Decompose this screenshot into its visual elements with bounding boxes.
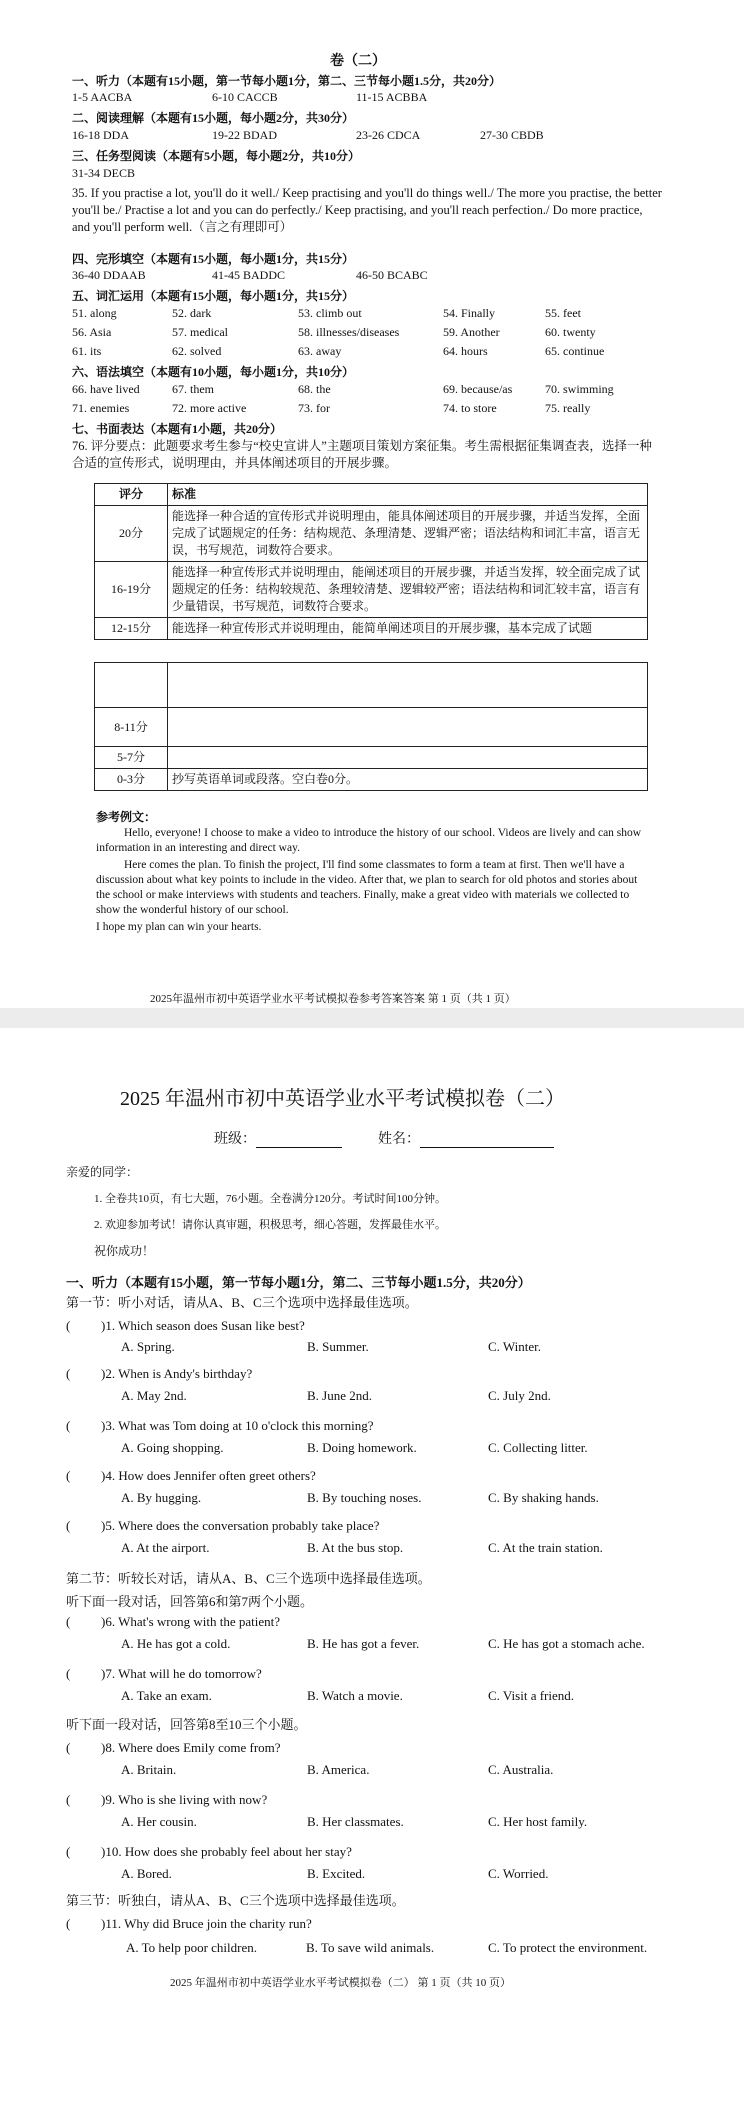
question-3: )3. What was Tom doing at 10 o'clock this morning? [101, 1418, 374, 1433]
answer-paren[interactable]: ( [66, 1318, 71, 1333]
question-2: )2. When is Andy's birthday? [101, 1366, 253, 1381]
key-s4-head: 四、完形填空（本题有15小题，每小题1分，共15分） [72, 252, 355, 266]
key-s5-head: 五、词汇运用（本题有15小题，每小题1分，共15分） [72, 289, 355, 303]
key-s4-ans-1: 36-40 DDAAB [72, 268, 146, 282]
option-b[interactable]: B. June 2nd. [307, 1388, 372, 1403]
question-8: )8. Where does Emily come from? [101, 1740, 281, 1755]
answer-paren[interactable]: ( [66, 1792, 71, 1807]
key-s5-cell: 62. solved [172, 344, 222, 358]
option-c[interactable]: C. By shaking hands. [488, 1490, 599, 1505]
option-c[interactable]: C. Winter. [488, 1339, 542, 1354]
class-field [214, 1128, 342, 1148]
table-row [95, 484, 648, 506]
section-1-instr: 第一节：听小对话，请从A、B、C三个选项中选择最佳选项。 [66, 1295, 418, 1310]
option-c[interactable]: C. Worried. [488, 1866, 549, 1881]
key-s3-ans: 31-34 DECB [72, 166, 135, 180]
option-b[interactable]: B. At the bus stop. [307, 1540, 404, 1555]
option-c[interactable]: C. July 2nd. [488, 1388, 551, 1403]
option-a[interactable]: A. Britain. [121, 1762, 177, 1777]
key-s6-cell: 69. because/as [443, 382, 513, 396]
question-6: )6. What's wrong with the patient? [101, 1614, 281, 1629]
wish: 祝你成功！ [94, 1244, 155, 1258]
sample-title: 参考例文： [96, 810, 157, 824]
option-b[interactable]: B. Her classmates. [307, 1814, 404, 1829]
key-s5-cell: 61. its [72, 344, 102, 358]
page-gap [0, 1008, 744, 1028]
exam-title: 2025 年温州市初中英语学业水平考试模拟卷（二） [120, 1088, 565, 1110]
note-1: 1. 全卷共10页，有七大题，76小题。全卷满分120分。考试时间100分钟。 [94, 1193, 446, 1205]
question-4: )4. How does Jennifer often greet others? [101, 1468, 316, 1483]
key-s2-head: 二、阅读理解（本题有15小题，每小题2分，共30分） [72, 111, 355, 125]
answer-paren[interactable]: ( [66, 1844, 71, 1859]
key-s4-ans-3: 46-50 BCABC [356, 268, 428, 282]
table-row [95, 769, 648, 791]
option-a[interactable]: A. Her cousin. [121, 1814, 197, 1829]
option-a[interactable]: A. Going shopping. [121, 1440, 224, 1455]
table-cell-criteria: 能选择一种宣传形式并说明理由，能阐述项目的开展步骤，并适当发挥，较全面完成了试题规定的任务：结构较规范、条理较清楚、逻辑较严密；语法结构和词汇较丰富，语言有少量错误，书写规范，词数符合要求。 [168, 562, 648, 618]
section-3-instr: 第三节：听独白，请从A、B、C三个选项中选择最佳选项。 [66, 1893, 405, 1908]
answer-paren[interactable]: ( [66, 1468, 71, 1483]
answer-paren[interactable]: ( [66, 1740, 71, 1755]
key-s6-cell: 74. to store [443, 401, 497, 415]
key-s6-cell: 70. swimming [545, 382, 614, 396]
answer-paren[interactable]: ( [66, 1518, 71, 1533]
sample-paragraph-2: Here comes the plan. To finish the project, I'll find some classmates to form a team at first. Then we'll have a discussion about what key points to include in the video. After that, we plan to search for old photos and stories about the school or make interviews with students and teachers. Finally, make a great video with materials we collected to show the wonderful history of our school. [96, 859, 638, 916]
name-field [378, 1128, 554, 1148]
key-s2-ans-4: 27-30 CBDB [480, 128, 544, 142]
key-s6-head: 六、语法填空（本题有10小题，每小题1分，共10分） [72, 365, 355, 379]
key-s4-ans-2: 41-45 BADDC [212, 268, 286, 282]
exam-footer: 2025 年温州市初中英语学业水平考试模拟卷（二） 第 1 页（共 10 页） [170, 1977, 511, 1989]
key-s2-ans-1: 16-18 DDA [72, 128, 129, 142]
table-cell-criteria: 能选择一种宣传形式并说明理由，能简单阐述项目的开展步骤，基本完成了试题 [168, 618, 648, 640]
option-a[interactable]: A. To help poor children. [126, 1940, 257, 1955]
answer-paren[interactable]: ( [66, 1614, 71, 1629]
table-row [95, 708, 648, 747]
key-s1-head: 一、听力（本题有15小题，第一节每小题1分，第二、三节每小题1.5分，共20分） [72, 74, 502, 88]
key-s2-ans-3: 23-26 CDCA [356, 128, 421, 142]
note-2: 2. 欢迎参加考试！请你认真审题，积极思考，细心答题，发挥最佳水平。 [94, 1219, 446, 1231]
option-b[interactable]: B. By touching noses. [307, 1490, 422, 1505]
question-5: )5. Where does the conversation probably take place? [101, 1518, 380, 1533]
key-s5-cell: 63. away [298, 344, 342, 358]
key-s5-cell: 56. Asia [72, 325, 112, 339]
greeting: 亲爱的同学： [66, 1165, 139, 1179]
table-row [95, 747, 648, 769]
table-row [95, 663, 648, 708]
option-b[interactable]: B. Doing homework. [307, 1440, 417, 1455]
name-blank[interactable] [420, 1133, 554, 1148]
question-1: )1. Which season does Susan like best? [101, 1318, 305, 1333]
table-head-criteria: 标准 [168, 484, 648, 506]
key-title: 卷（二） [330, 54, 386, 69]
option-c[interactable]: C. Australia. [488, 1762, 554, 1777]
key-s6-cell: 67. them [172, 382, 214, 396]
section-2-instr: 第二节：听较长对话，请从A、B、C三个选项中选择最佳选项。 [66, 1571, 431, 1586]
key-s6-cell: 71. enemies [72, 401, 130, 415]
key-s5-cell: 51. along [72, 306, 117, 320]
class-label: 班级： [214, 1132, 256, 1147]
option-c[interactable]: C. At the train station. [488, 1540, 603, 1555]
table-cell-criteria: 能选择一种合适的宣传形式并说明理由，能具体阐述项目的开展步骤，并适当发挥，全面完成了试题规定的任务：结构规范、条理清楚、逻辑严密；语法结构和词汇丰富，语言无误，书写规范，词数符合要求。 [168, 506, 648, 562]
key-s6-cell: 73. for [298, 401, 330, 415]
option-a[interactable]: A. Take an exam. [121, 1688, 212, 1703]
option-b[interactable]: B. Watch a movie. [307, 1688, 403, 1703]
key-s6-cell: 75. really [545, 401, 591, 415]
key-q76: 76. 评分要点：此题要求考生参与“校史宣讲人”主题项目策划方案征集。考生需根据征集调查表，选择一种合适的宣传形式，说明理由，并具体阐述项目的开展步骤。 [72, 439, 652, 470]
table-cell-criteria [168, 708, 648, 747]
key-q35: 35. If you practise a lot, you'll do it well./ Keep practising and you'll do things well./ The more you practise, the better you'll be./ Practise a lot and you can do perfectly./ Keep practising, and you'll reach perfection./ Do more practice, and you'll perform well.（言之有理即可） [72, 186, 662, 234]
table-cell-score: 20分 [95, 506, 168, 562]
class-blank[interactable] [256, 1133, 342, 1148]
key-s5-cell: 53. climb out [298, 306, 362, 320]
option-b[interactable]: B. He has got a fever. [307, 1636, 420, 1651]
key-s7-head: 七、书面表达（本题有1小题，共20分） [72, 422, 283, 436]
key-s6-cell: 68. the [298, 382, 331, 396]
question-9: )9. Who is she living with now? [101, 1792, 268, 1807]
table-cell-score: 0-3分 [95, 769, 168, 791]
question-7: )7. What will he do tomorrow? [101, 1666, 262, 1681]
option-b[interactable]: B. America. [307, 1762, 370, 1777]
part1-head: 一、听力（本题有15小题，第一节每小题1分，第二、三节每小题1.5分，共20分） [66, 1275, 531, 1290]
answer-paren[interactable]: ( [66, 1916, 71, 1931]
answer-key-page [0, 0, 744, 1008]
table-cell-score: 8-11分 [95, 708, 168, 747]
answer-paren[interactable]: ( [66, 1418, 71, 1433]
sample-paragraph-1: Hello, everyone! I choose to make a video to introduce the history of our school. Videos are lively and can show information in an interesting and direct way. [96, 827, 642, 854]
question-11: )11. Why did Bruce join the charity run? [101, 1916, 312, 1931]
section-2-sub-2: 听下面一段对话，回答第8至10三个小题。 [66, 1717, 307, 1732]
key-s5-cell: 54. Finally [443, 306, 496, 320]
table-cell-score: 5-7分 [95, 747, 168, 769]
table-cell-score: 16-19分 [95, 562, 168, 618]
key-s1-ans-1: 1-5 AACBA [72, 90, 133, 104]
option-a[interactable]: A. Bored. [121, 1866, 172, 1881]
option-b[interactable]: B. To save wild animals. [306, 1940, 435, 1955]
key-s5-cell: 57. medical [172, 325, 228, 339]
option-c[interactable]: C. To protect the environment. [488, 1940, 648, 1955]
exam-page [0, 1028, 744, 2104]
table-row [95, 506, 648, 562]
key-s5-cell: 55. feet [545, 306, 581, 320]
key-s2-ans-2: 19-22 BDAD [212, 128, 277, 142]
key-s6-cell: 72. more active [172, 401, 247, 415]
key-s5-cell: 58. illnesses/diseases [298, 325, 400, 339]
key-s1-ans-2: 6-10 CACCB [212, 90, 278, 104]
table-cell-criteria: 抄写英语单词或段落。空白卷0分。 [168, 769, 648, 791]
table-head-score: 评分 [95, 484, 168, 506]
answer-paren[interactable]: ( [66, 1666, 71, 1681]
key-s3-head: 三、任务型阅读（本题有5小题，每小题2分，共10分） [72, 149, 361, 163]
answer-paren[interactable]: ( [66, 1366, 71, 1381]
option-b[interactable]: B. Summer. [307, 1339, 369, 1354]
table-cell-score: 12-15分 [95, 618, 168, 640]
table-cell-empty [95, 663, 168, 708]
question-10: )10. How does she probably feel about her stay? [101, 1844, 352, 1859]
table-row [95, 618, 648, 640]
option-c[interactable]: C. Her host family. [488, 1814, 588, 1829]
option-c[interactable]: C. He has got a stomach ache. [488, 1636, 645, 1651]
option-a[interactable]: A. May 2nd. [121, 1388, 187, 1403]
key-s5-cell: 65. continue [545, 344, 605, 358]
key-s6-cell: 66. have lived [72, 382, 140, 396]
option-a[interactable]: A. By hugging. [121, 1490, 202, 1505]
option-c[interactable]: C. Collecting litter. [488, 1440, 588, 1455]
key-s5-cell: 52. dark [172, 306, 212, 320]
key-footer: 2025年温州市初中英语学业水平考试模拟卷参考答案答案 第 1 页（共 1 页） [150, 993, 516, 1005]
key-s5-cell: 60. twenty [545, 325, 596, 339]
option-a[interactable]: A. He has got a cold. [121, 1636, 231, 1651]
table-row [95, 562, 648, 618]
option-c[interactable]: C. Visit a friend. [488, 1688, 574, 1703]
scoring-table [94, 483, 648, 640]
table-cell-empty [168, 663, 648, 708]
section-2-sub-1: 听下面一段对话，回答第6和第7两个小题。 [66, 1594, 314, 1609]
scoring-table-continued [94, 662, 648, 791]
option-a[interactable]: A. Spring. [121, 1339, 175, 1354]
option-b[interactable]: B. Excited. [307, 1866, 366, 1881]
sample-paragraph-3: I hope my plan can win your hearts. [96, 921, 262, 933]
key-s5-cell: 59. Another [443, 325, 500, 339]
key-s5-cell: 64. hours [443, 344, 488, 358]
option-a[interactable]: A. At the airport. [121, 1540, 210, 1555]
name-label: 姓名： [378, 1132, 420, 1147]
key-s1-ans-3: 11-15 ACBBA [356, 90, 428, 104]
table-cell-criteria [168, 747, 648, 769]
